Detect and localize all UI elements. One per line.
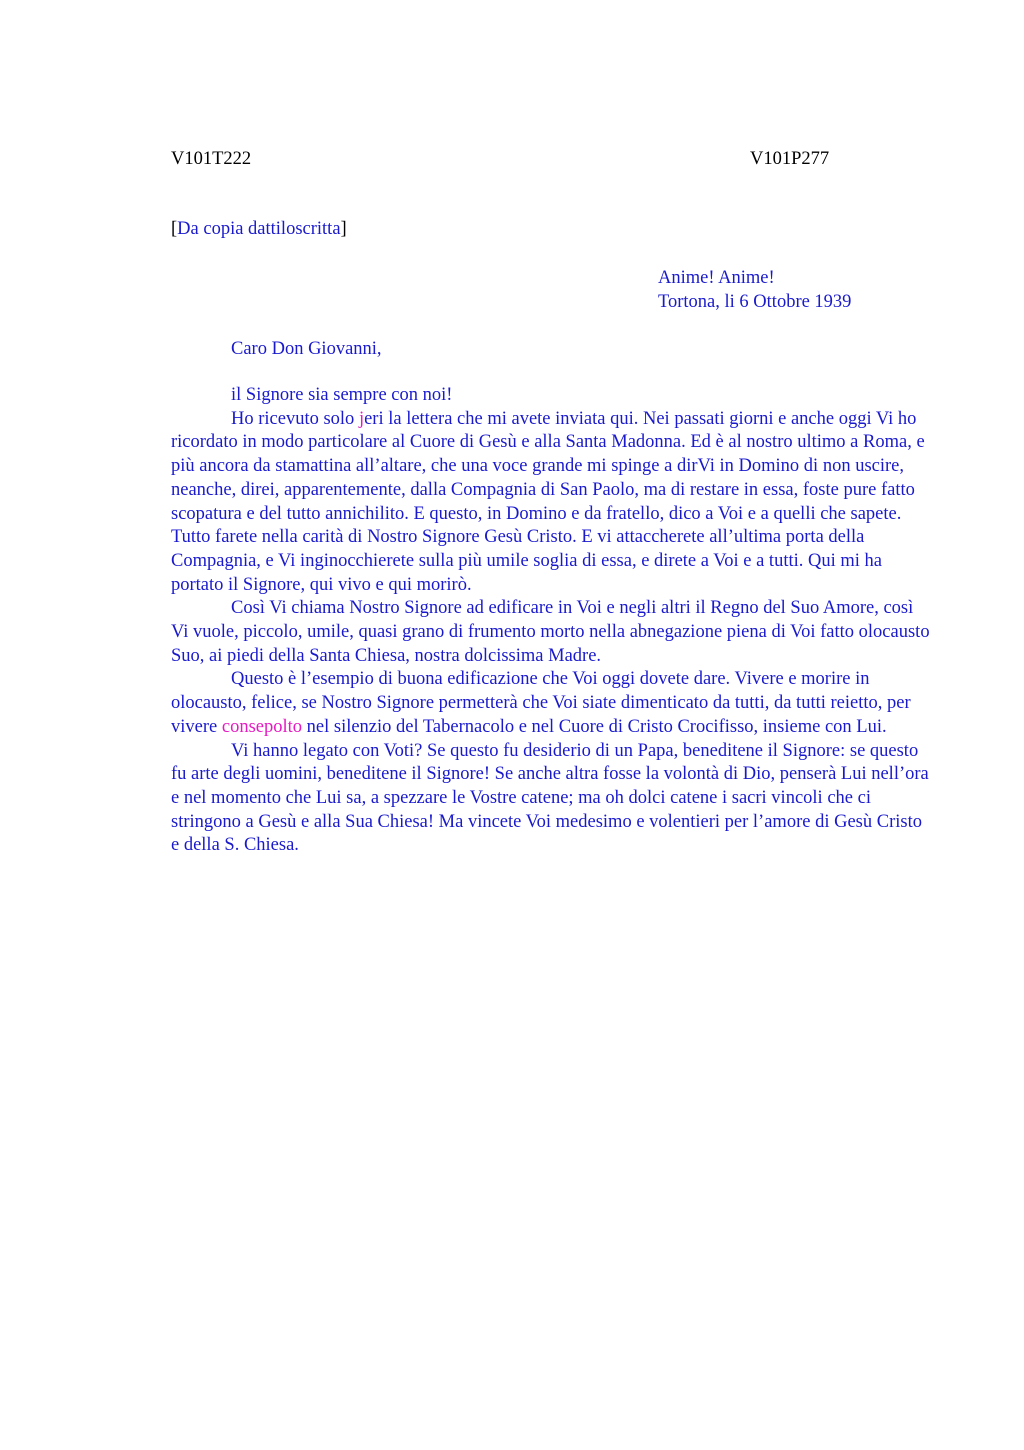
document-code-right: V101P277 [750, 149, 830, 169]
letter-heading [658, 266, 851, 314]
paragraph-3 [171, 668, 931, 739]
source-text: Da copia dattiloscritta [177, 219, 341, 239]
paragraph-3-rest: nel silenzio del Tabernacolo e nel Cuore di Cristo Crocifisso, insieme con Lui. [302, 716, 887, 737]
document-code-left: V101T222 [171, 149, 252, 169]
source-note [171, 217, 347, 241]
source-open-bracket: [ [171, 219, 178, 239]
paragraph-1-start: Ho ricevuto solo [231, 408, 359, 429]
source-close-bracket: ] [340, 219, 347, 239]
letter-body [171, 384, 931, 858]
paragraph-3-start: Questo è l’esempio di buona edificazione che Voi oggi dovete dare. Vivere e morire in olocausto, felice, se Nostro Signore permetterà che Voi siate dimenticato da tutti, da tutti reietto, per vivere [171, 669, 911, 737]
paragraph-4: Vi hanno legato con Voti? Se questo fu desiderio di un Papa, beneditene il Signore: se questo fu arte degli uomini, beneditene il Signore! Se anche altra fosse la volontà di Dio, penserà Lui nell’ora e nel momento che Lui sa, a spezzare le Vostre catene; ma oh dolci catene i sacri vincoli che ci stringono a Gesù e alla Sua Chiesa! Ma vincete Voi medesimo e volentieri per l’amore di Gesù Cristo e della S. Chiesa. [171, 740, 929, 856]
paragraph-2: Così Vi chiama Nostro Signore ad edificare in Voi e negli altri il Regno del Suo Amore, così Vi vuole, piccolo, umile, quasi grano di frumento morto nella abnegazione piena di Voi fatto olocausto Suo, ai piedi della Santa Chiesa, nostra dolcissima Madre. [171, 598, 930, 666]
greeting-line: il Signore sia sempre con noi! [231, 385, 453, 405]
paragraph-1 [171, 408, 931, 598]
correction-highlight: consepolto [221, 716, 303, 737]
salutation: Caro Don Giovanni, [231, 339, 382, 359]
paragraph-1-rest: eri la lettera che mi avete inviata qui. Nei passati giorni e anche oggi Vi ho ricordato in modo particolare al Cuore di Gesù e alla Santa Madonna. Ed è al nostro ultimo a Roma, e più ancora da stamattina all’altare, che una voce grande mi spinge a dirVi in Domino di non uscire, neanche, direi, apparentemente, dalla Compagnia di San Paolo, ma di restare in essa, foste pure fatto scopatura e del tutto annichilito. E questo, in Domino e da fratello, dico a Voi e a quelli che sapete. Tutto farete nella carità di Nostro Signore Gesù Cristo. E vi attaccherete all’ultima porta della Compagnia, e Vi inginocchierete sulla più umile soglia di essa, e direte a Voi e a tutti. Qui mi ha portato il Signore, qui vivo e qui morirò. [171, 408, 925, 595]
motto: Anime! Anime! [658, 268, 775, 288]
place-date: Tortona, li 6 Ottobre 1939 [658, 292, 852, 312]
correction-highlight: j [358, 408, 365, 429]
